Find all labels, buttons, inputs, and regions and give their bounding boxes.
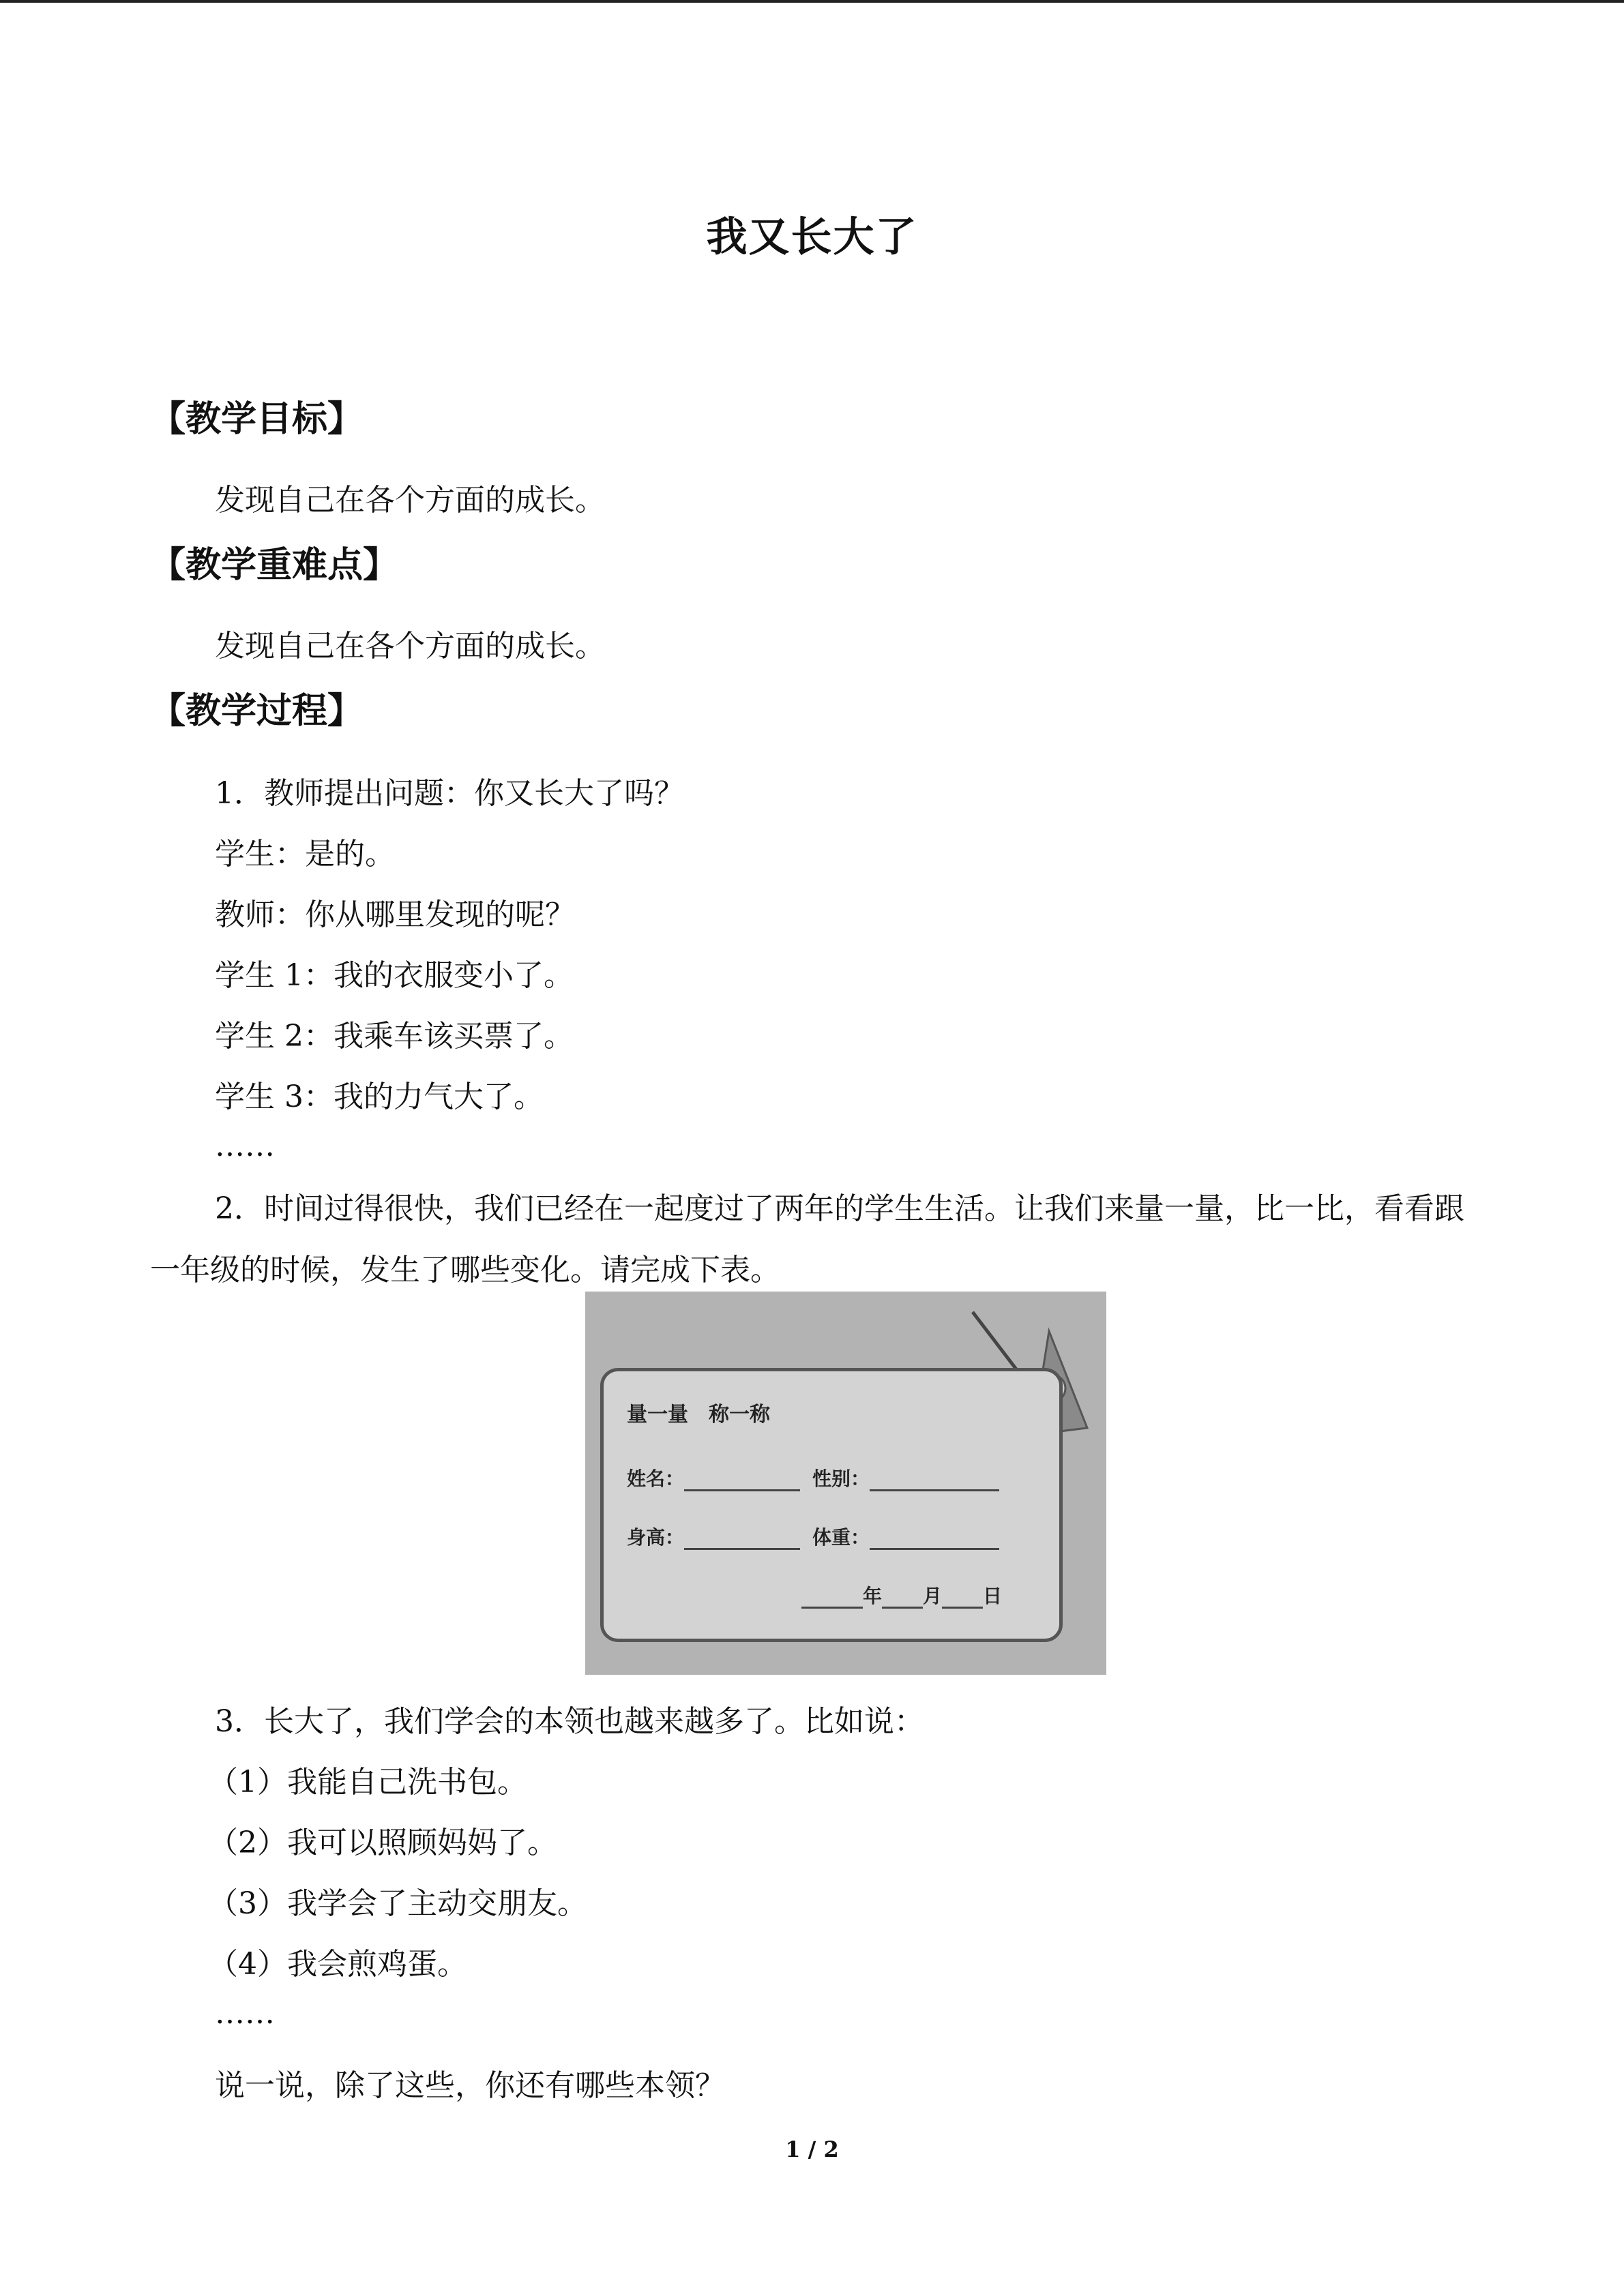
weight-blank <box>870 1527 999 1550</box>
ability-item: （1）我能自己洗书包。 <box>208 1765 527 1800</box>
step3-intro: 3．长大了，我们学会的本领也越来越多了。比如说： <box>215 1704 924 1739</box>
day-blank <box>942 1586 983 1609</box>
name-blank <box>684 1469 800 1491</box>
gender-label: 性别： <box>812 1467 870 1490</box>
goals-text: 发现自己在各个方面的成长。 <box>215 483 605 518</box>
measure-card-figure <box>585 1292 1106 1675</box>
gender-blank <box>870 1469 999 1491</box>
month-label: 月 <box>923 1585 943 1607</box>
step1-line: 学生：是的。 <box>215 837 395 871</box>
ability-item: （4）我会煎鸡蛋。 <box>208 1947 467 1982</box>
height-weight-row <box>627 1523 999 1550</box>
step1-ellipsis: …… <box>215 1129 275 1163</box>
heading-teaching-goals: 【教学目标】 <box>150 399 364 440</box>
heading-teaching-process: 【教学过程】 <box>150 691 364 732</box>
height-blank <box>684 1527 800 1550</box>
step1-line: 学生 2：我乘车该买票了。 <box>215 1019 574 1054</box>
step3-question: 说一说，除了这些，你还有哪些本领？ <box>215 2068 725 2103</box>
step1-question: 1．教师提出问题：你又长大了吗？ <box>215 776 684 811</box>
step1-line: 教师：你从哪里发现的呢？ <box>215 897 575 932</box>
card-title: 量一量 称一称 <box>627 1403 770 1427</box>
measure-card <box>600 1368 1063 1642</box>
page-title: 我又长大了 <box>706 213 918 261</box>
year-label: 年 <box>863 1585 883 1607</box>
date-row <box>801 1581 1002 1609</box>
year-blank <box>801 1586 863 1609</box>
name-gender-row <box>627 1464 999 1491</box>
page-number: 1 / 2 <box>785 2136 839 2162</box>
month-blank <box>882 1586 923 1609</box>
top-border-line <box>0 0 1624 3</box>
keypoints-text: 发现自己在各个方面的成长。 <box>215 629 605 664</box>
step2-text: 2．时间过得很快，我们已经在一起度过了两年的学生生活。让我们来量一量，比一比，看看跟一年级的时候，发生了哪些变化。请完成下表。 <box>150 1191 1464 1287</box>
step1-line: 学生 3：我的力气大了。 <box>215 1079 544 1114</box>
heading-key-difficulties: 【教学重难点】 <box>150 545 399 586</box>
day-label: 日 <box>983 1585 1003 1607</box>
name-label: 姓名： <box>627 1467 685 1490</box>
height-label: 身高： <box>627 1526 685 1549</box>
weight-label: 体重： <box>812 1526 870 1549</box>
ability-item: （2）我可以照顾妈妈了。 <box>208 1825 557 1860</box>
ability-ellipsis: …… <box>215 1996 275 2031</box>
ability-item: （3）我学会了主动交朋友。 <box>208 1886 587 1921</box>
step1-line: 学生 1：我的衣服变小了。 <box>215 958 574 993</box>
